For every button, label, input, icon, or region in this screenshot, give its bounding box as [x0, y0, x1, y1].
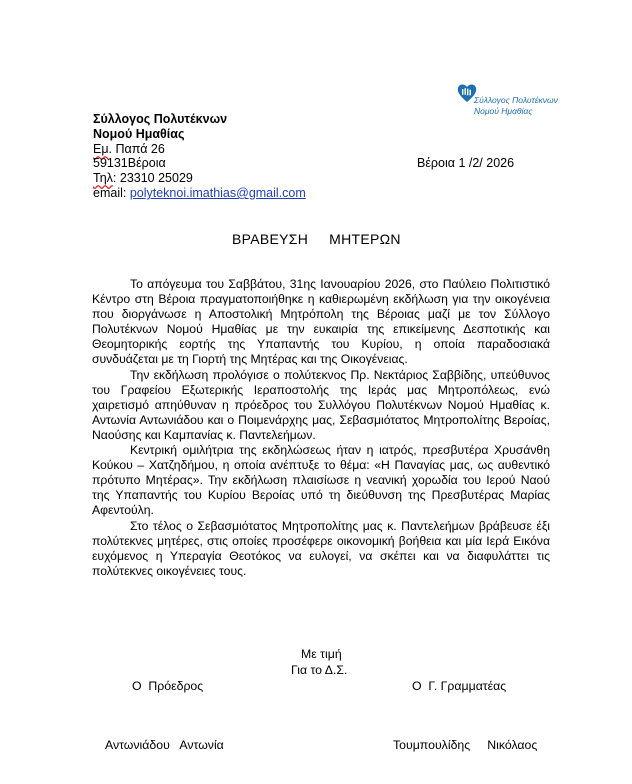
- president-name: Αντωνιάδου Αντωνία: [105, 738, 224, 752]
- sender-org-region: Νομού Ημαθίας: [93, 127, 185, 141]
- phone-rest: : 23310 25029: [112, 171, 193, 185]
- closing-regards: Με τιμή: [301, 647, 342, 661]
- letter-date: Βέροια 1 /2/ 2026: [417, 156, 515, 170]
- sender-org-name: Σύλλογος Πολυτέκνων: [93, 112, 228, 126]
- email-label: email:: [93, 186, 130, 200]
- body-paragraph-4: Στο τέλος ο Σεβασμιότατος Μητροπολίτης μας κ. Παντελεήμων βράβευσε έξι πολύτεκνες μητέρες, στις οποίες προσέφερε οικονομική βοήθεια και μία Ιερά Εικόνα ευχόμενος η Υπεραγία Θεοτόκος να ευλογεί, να σκέπει και να διαφυλάττει τις πολύτεκνες οικογένειες τους.: [92, 518, 550, 578]
- sender-phone: [93, 171, 193, 186]
- body-paragraph-3: Κεντρική ομιλήτρια της εκδηλώσεως ήταν η ιατρός, πρεσβυτέρα Χρυσάνθη Κούκου – Χατζηδήμου, η οποία ανέπτυξε το θέμα: «Η Παναγίας μας, ως αυθεντικό πρότυπο Μητέρας». Την εκδήλωση πλαισίωσε η νεανική χορωδία του Ιερού Ναού της Υπαπαντής του Κυρίου Βεροίας υπό τη διεύθυνση της Πρεσβυτέρας Μαρίας Αφεντούλη.: [92, 443, 550, 518]
- email-link[interactable]: polyteknoi.imathias@gmail.com: [129, 186, 306, 200]
- phone-prefix: Τηλ: [93, 171, 113, 185]
- sender-email-line: [93, 186, 306, 201]
- logo-text-line2: Νομού Ημαθίας: [474, 106, 533, 116]
- organization-logo: [456, 80, 576, 120]
- sender-postcode-city: 59131Βέροια: [93, 156, 166, 170]
- logo-text-line1: Σύλλογος Πολυτέκνων: [474, 95, 558, 105]
- address-rest: . Παπά 26: [108, 142, 165, 156]
- secretary-title: Ο Γ. Γραμματέας: [412, 679, 507, 693]
- body-paragraph-2: Την εκδήλωση προλόγισε ο πολύτεκνος Πρ. Νεκτάριος Σαββίδης, υπεύθυνος του Γραφείου Εξωτερικής Ιεραποστολής της Ιεράς μας Μητροπόλεως, ενώ χαιρετισμό απηύθυναν η πρόεδρος του Συλλόγου Πολυτέκνων Νομού Ημαθίας κ. Αντωνία Αντωνιάδου και ο Ποιμενάρχης μας, Σεβασμιότατος Μητροπολίτης Βεροίας, Ναούσης και Καμπανίας κ. Παντελεήμων.: [92, 367, 550, 442]
- address-prefix: Εμ: [93, 142, 109, 156]
- secretary-name: Τουμπουλίδης Νικόλαος: [393, 738, 538, 752]
- letter-body: [92, 277, 550, 579]
- letter-title: ΒΡΑΒΕΥΣΗ ΜΗΤΕΡΩΝ: [232, 231, 401, 247]
- closing-for-board: Για το Δ.Σ.: [291, 663, 348, 677]
- sender-address: [93, 142, 165, 157]
- president-title: Ο Πρόεδρος: [132, 679, 204, 693]
- body-paragraph-1: Το απόγευμα του Σαββάτου, 31ης Ιανουαρίου 2026, στο Παύλειο Πολιτιστικό Κέντρο στη Βέροια πραγματοποιήθηκε η καθιερωμένη εκδήλωση για την οικογένεια που διοργάνωσε η Αποστολική Μητρόπολη της Βέροιας μαζί με τον Σύλλογο Πολυτέκνων Νομού Ημαθίας με την ευκαιρία της επικείμενης Δεσποτικής και Θεομητορικής εορτής της Υπαπαντής του Κυρίου, η οποία παραδοσιακά συνδυάζεται με τη Γιορτή της Μητέρας και της Οικογένειας.: [92, 277, 550, 367]
